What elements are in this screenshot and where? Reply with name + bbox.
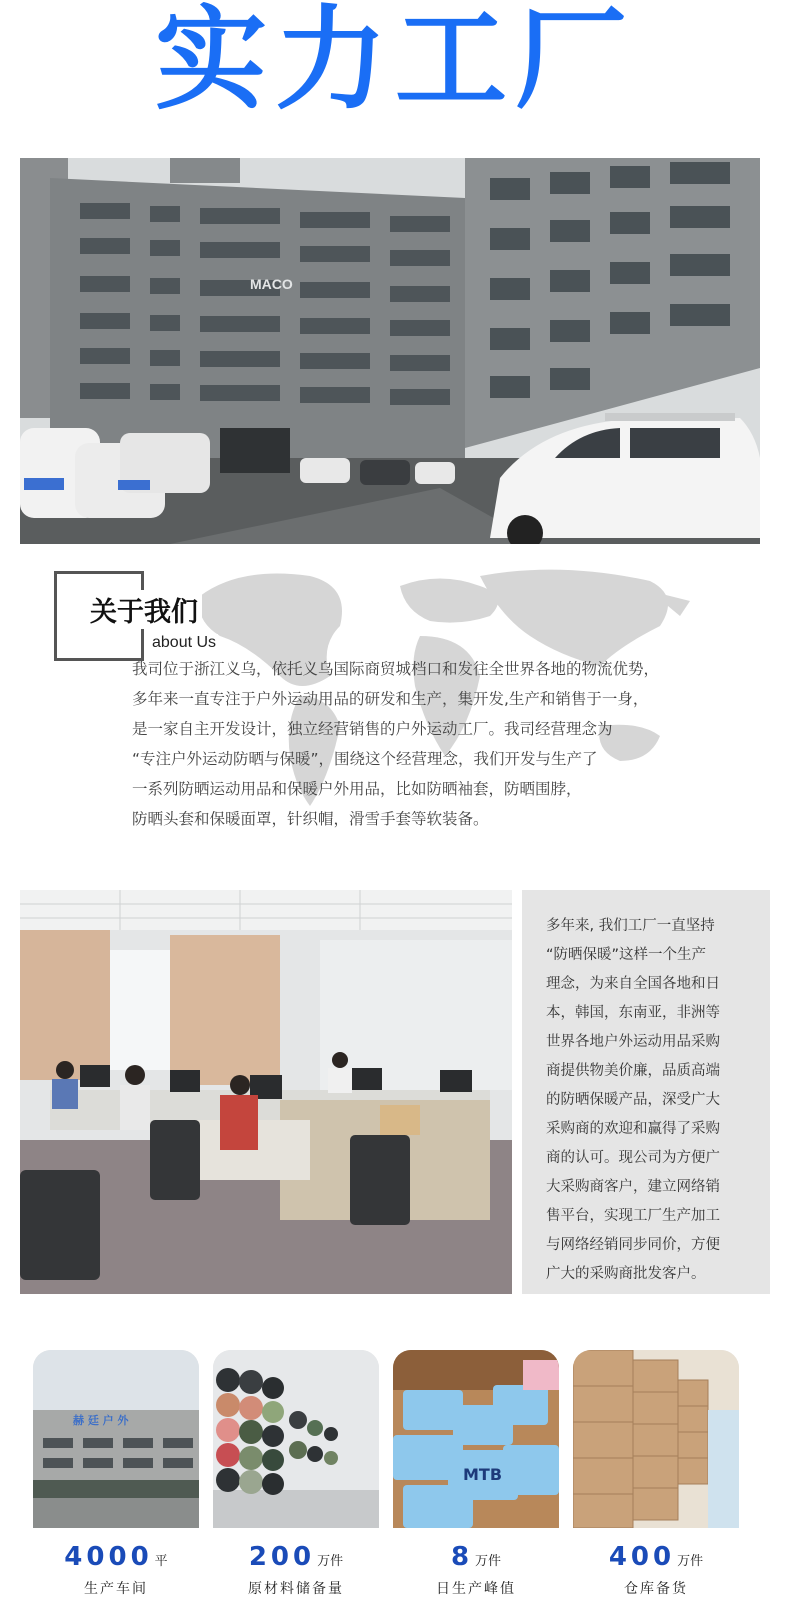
stat-card-workshop [33,1350,199,1620]
statement-line: 理念，为来自全国各地和日 [546,976,720,992]
about-description [132,654,772,834]
stat-card-output [393,1350,559,1620]
statement-line: 商的认可。现公司为方便广 [546,1150,720,1166]
about-line: 是一家自主开发设计，独立经营销售的户外运动工厂。我司经营理念为 [132,720,613,738]
about-line: 一系列防晒运动用品和保暖户外用品，比如防晒袖套，防晒围脖， [132,780,582,798]
about-line: 我司位于浙江义乌，依托义乌国际商贸城档口和发往全世界各地的物流优势， [132,660,660,678]
page-title: 实力工厂 [155,0,635,125]
statement-line: 世界各地户外运动用品采购 [546,1034,720,1050]
workshop-photo [33,1350,199,1528]
statement-line: “防晒保暖”这样一个生产 [546,947,707,963]
stat-value-line [573,1542,739,1572]
stat-number: 400 [608,1542,676,1572]
stat-card-materials [213,1350,379,1620]
materials-photo [213,1350,379,1528]
about-line: 多年来一直专注于户外运动用品的研发和生产，集开发,生产和销售于一身， [132,690,649,708]
factory-stats [0,1350,790,1623]
stat-unit: 万件 [475,1554,502,1569]
products-photo [393,1350,559,1528]
stat-label: 日生产峰值 [436,1581,516,1597]
statement-line: 与网络经销同步同价，方便 [546,1237,720,1253]
stat-label: 原材料储备量 [248,1581,344,1597]
company-statement-panel [522,890,770,1294]
stat-value-line [213,1542,379,1572]
about-line: 防晒头套和保暖面罩，针织帽，滑雪手套等软装备。 [132,810,489,828]
statement-line: 大采购商客户，建立网络销 [546,1179,720,1195]
about-line: “专注户外运动防晒与保暖”，围绕这个经营理念，我们开发与生产了 [132,750,598,768]
statement-line: 商提供物美价廉，品质高端 [546,1063,720,1079]
about-title: 关于我们 [86,590,202,629]
office-photo [20,890,512,1294]
stat-unit: 万件 [677,1554,704,1569]
stat-unit: 万件 [317,1554,344,1569]
stat-unit: 平 [154,1554,168,1569]
statement-line: 售平台，实现工厂生产加工 [546,1208,720,1224]
statement-line: 采购商的欢迎和赢得了采购 [546,1121,720,1137]
statement-line: 广大的采购商批发客户。 [546,1266,706,1282]
statement-line: 的防晒保暖产品，深受广大 [546,1092,720,1108]
workshop-sign: 赫 廷 户 外 [73,1414,129,1427]
stat-number: 200 [248,1542,316,1572]
factory-building-photo [20,158,760,544]
about-section [0,548,790,868]
building-sign: MACO [250,276,293,292]
about-subtitle: about Us [152,634,217,651]
product-bag-label: MTB [463,1465,503,1484]
stat-label: 生产车间 [84,1581,148,1597]
stat-card-warehouse [573,1350,739,1620]
stat-label: 仓库备货 [624,1581,688,1597]
stat-number: 8 [450,1542,474,1572]
stat-number: 4000 [64,1542,153,1572]
stat-value-line [393,1542,559,1572]
warehouse-photo [573,1350,739,1528]
stat-value-line [33,1542,199,1572]
statement-line: 本，韩国，东南亚，非洲等 [546,1005,720,1021]
statement-line: 多年来, 我们工厂一直坚持 [546,918,715,934]
